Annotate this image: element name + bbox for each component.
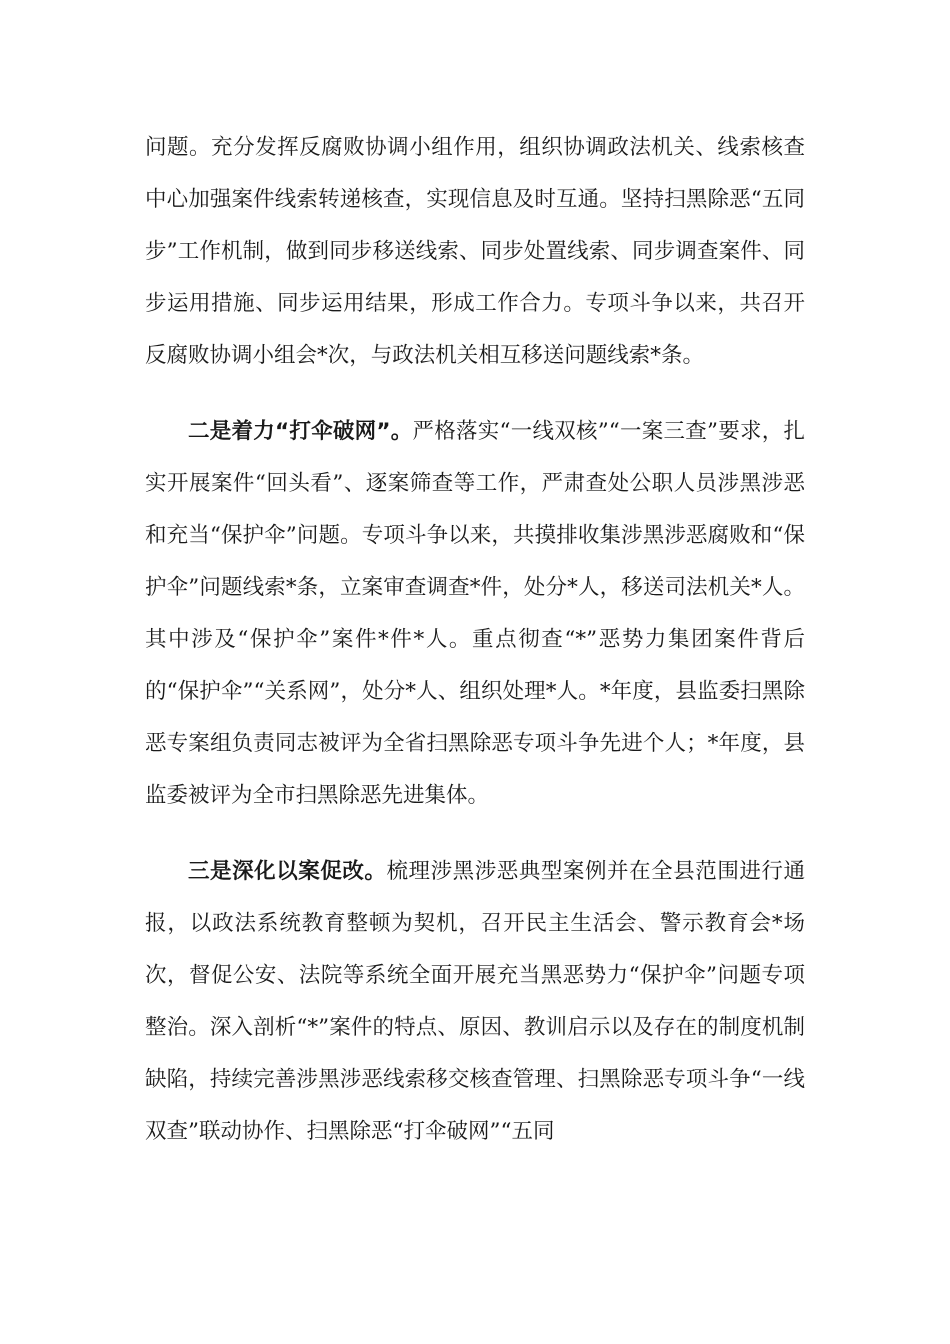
paragraph-anti-umbrella: [145, 406, 805, 822]
paragraph-case-reform: [145, 846, 805, 1158]
paragraph-lead: 三是深化以案促改。: [188, 859, 387, 884]
document-body: [145, 122, 805, 1158]
paragraph-text: 严格落实“一线双核”“一案三查”要求，扎实开展案件“回头看”、逐案筛查等工作，严肃查处公职人员涉黑涉恶和充当“保护伞”问题。专项斗争以来，共摸排收集涉黑涉恶腐败和“保护伞”问题线索*条，立案审查调查*件，处分*人，移送司法机关*人。其中涉及“保护伞”案件*件*人。重点彻查“*”恶势力集团案件背后的“保护伞”“关系网”，处分*人、组织处理*人。*年度，县监委扫黑除恶专案组负责同志被评为全省扫黑除恶专项斗争先进个人；*年度，县监委被评为全市扫黑除恶先进集体。: [145, 419, 806, 808]
paragraph-continuation: [145, 122, 805, 382]
paragraph-text: 梳理涉黑涉恶典型案例并在全县范围进行通报，以政法系统教育整顿为契机，召开民主生活会、警示教育会*场次，督促公安、法院等系统全面开展充当黑恶势力“保护伞”问题专项整治。深入剖析“*”案件的特点、原因、教训启示以及存在的制度机制缺陷，持续完善涉黑涉恶线索移交核查管理、扫黑除恶专项斗争“一线双查”联动协作、扫黑除恶“打伞破网”“五同: [145, 859, 805, 1144]
paragraph-lead: 二是着力“打伞破网”。: [188, 419, 413, 444]
paragraph-text: 问题。充分发挥反腐败协调小组作用，组织协调政法机关、线索核查中心加强案件线索转递核查，实现信息及时互通。坚持扫黑除恶“五同步”工作机制，做到同步移送线索、同步处置线索、同步调查案件、同步运用措施、同步运用结果，形成工作合力。专项斗争以来，共召开反腐败协调小组会*次，与政法机关相互移送问题线索*条。: [145, 135, 805, 368]
